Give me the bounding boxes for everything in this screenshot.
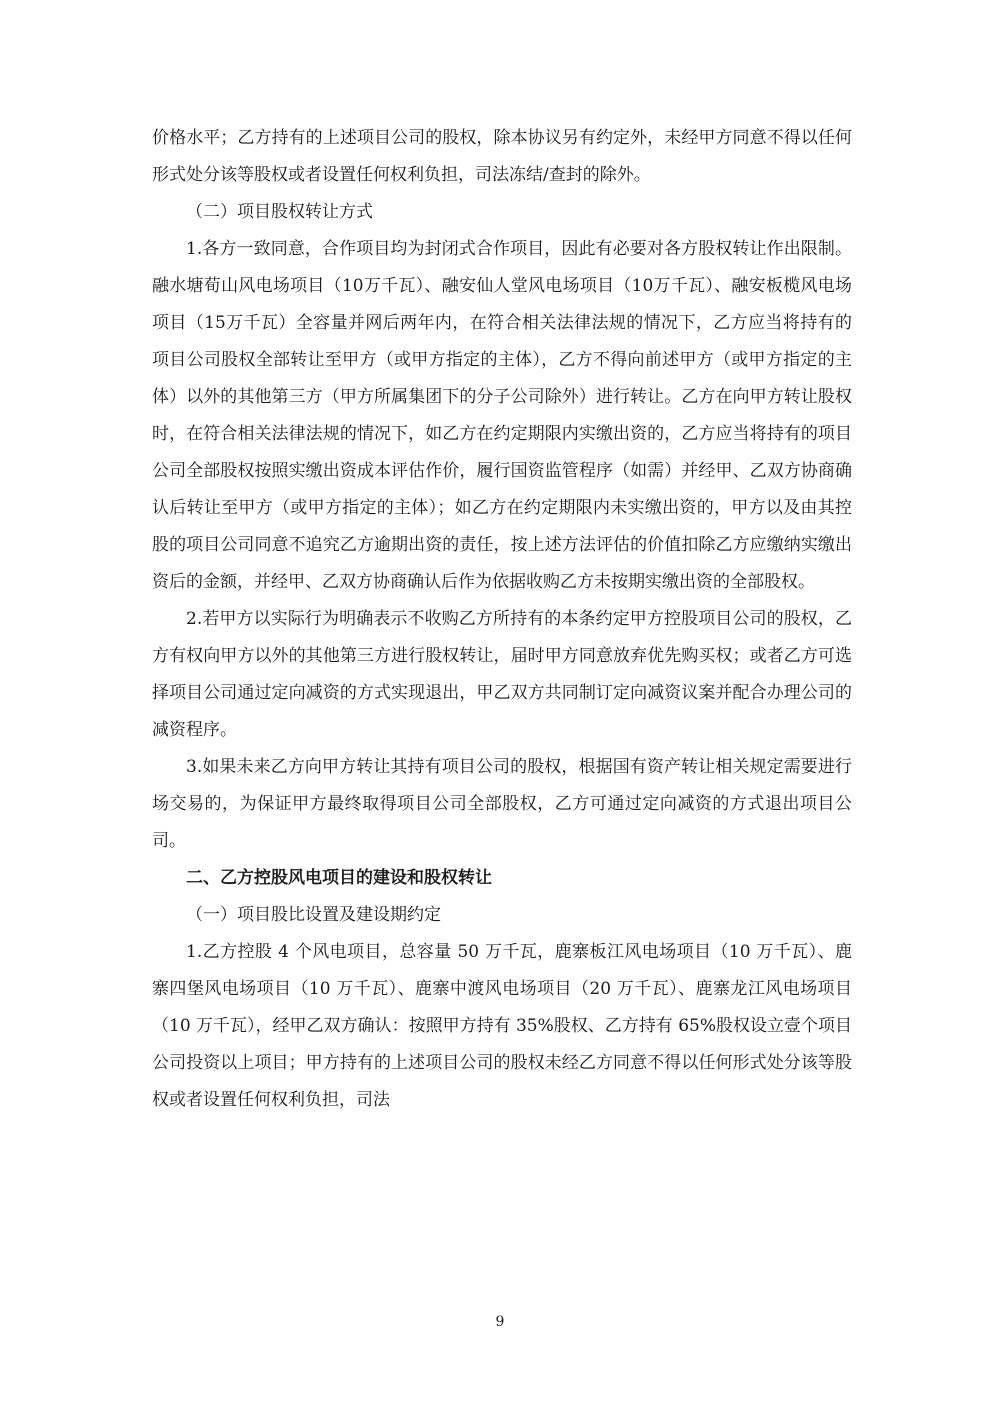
document-body bbox=[152, 120, 852, 1119]
paragraph-clause-3: 3.如果未来乙方向甲方转让其持有项目公司的股权，根据国有资产转让相关规定需要进行场交易的，为保证甲方最终取得项目公司全部股权，乙方可通过定向减资的方式退出项目公司。 bbox=[152, 757, 852, 851]
section-heading-party-b-projects: 二、乙方控股风电项目的建设和股权转让 bbox=[186, 868, 492, 888]
paragraph-clause-1: 1.各方一致同意，合作项目均为封闭式合作项目，因此有必要对各方股权转让作出限制。融水塘荀山风电场项目（10万千瓦）、融安仙人堂风电场项目（10万千瓦）、融安板榄风电场项目（15万千瓦）全容量并网后两年内，在符合相关法律法规的情况下，乙方应当将持有的项目公司股权全部转让至甲方（或甲方指定的主体），乙方不得向前述甲方（或甲方指定的主体）以外的其他第三方（甲方所属集团下的分子公司除外）进行转让。乙方在向甲方转让股权时，在符合相关法律法规的情况下，如乙方在约定期限内实缴出资的，乙方应当将持有的项目公司全部股权按照实缴出资成本评估作价，履行国资监管程序（如需）并经甲、乙双方协商确认后转让至甲方（或甲方指定的主体）；如乙方在约定期限内未实缴出资的，甲方以及由其控股的项目公司同意不追究乙方逾期出资的责任，按上述方法评估的价值扣除乙方应缴纳实缴出资后的金额，并经甲、乙双方协商确认后作为依据收购乙方未按期实缴出资的全部股权。 bbox=[152, 239, 852, 592]
paragraph-clause-b1: 1.乙方控股 4 个风电项目，总容量 50 万千瓦，鹿寨板江风电场项目（10 万千瓦）、鹿寨四堡风电场项目（10 万千瓦）、鹿寨中渡风电场项目（20 万千瓦）、鹿寨龙江风电场项目（10 万千瓦），经甲乙双方确认：按照甲方持有 35%股权、乙方持有 65%股权设立壹个项目公司投资以上项目；甲方持有的上述项目公司的股权未经乙方同意不得以任何形式处分该等股权或者设置任何权利负担，司法 bbox=[152, 942, 852, 1110]
page-number: 9 bbox=[495, 1314, 505, 1330]
paragraph-clause-2: 2.若甲方以实际行为明确表示不收购乙方所持有的本条约定甲方控股项目公司的股权，乙方有权向甲方以外的其他第三方进行股权转让，届时甲方同意放弃优先购买权；或者乙方可选择项目公司通过定向减资的方式实现退出，甲乙双方共同制订定向减资议案并配合办理公司的减资程序。 bbox=[152, 609, 852, 740]
paragraph-continuation: 价格水平；乙方持有的上述项目公司的股权，除本协议另有约定外，未经甲方同意不得以任何形式处分该等股权或者设置任何权利负担，司法冻结/查封的除外。 bbox=[152, 128, 852, 185]
subsection-heading-equity-transfer-method: （二）项目股权转让方式 bbox=[186, 202, 373, 222]
subsection-heading-equity-ratio: （一）项目股比设置及建设期约定 bbox=[186, 905, 441, 925]
